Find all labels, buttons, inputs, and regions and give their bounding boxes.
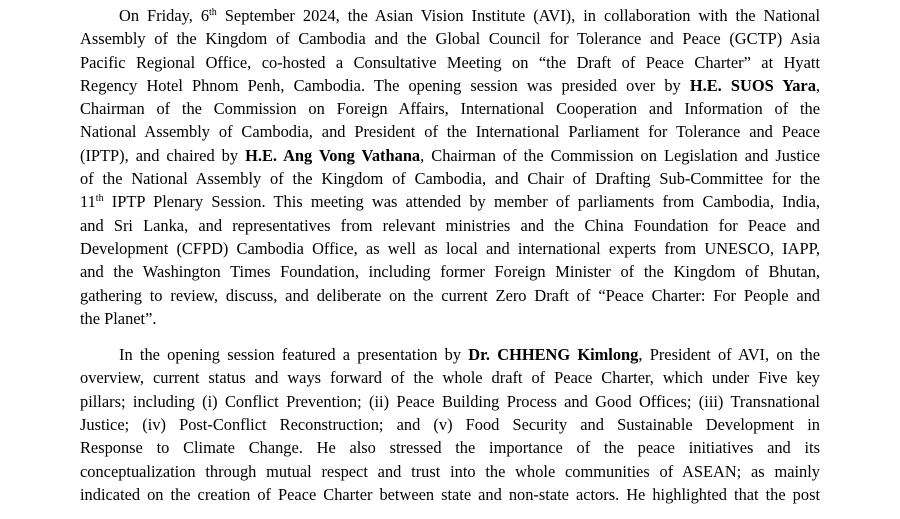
text-segment: (IPTP), and chaired by: [80, 145, 246, 165]
text-segment: September 2024, the Asian Vision Institute (AVI), in collaboration with the National: [216, 6, 820, 25]
text-segment: National Assembly of Cambodia, and President of the International Parliament for Tolerance and Peace: [80, 122, 820, 142]
text-segment: , President of AVI, on the: [638, 345, 820, 365]
document-page: [80, 4, 820, 519]
ordinal-suffix: th: [209, 7, 217, 18]
text-segment: In the opening session featured a presentation by: [119, 345, 469, 365]
text-segment: conceptualization through mutual respect and trust into the whole communities of ASEAN; as mainly: [80, 461, 820, 481]
text-line: [80, 413, 820, 436]
text-line: [80, 167, 820, 190]
text-line: [80, 190, 820, 213]
text-line: [80, 97, 820, 120]
text-segment: Chairman of the Commission on Foreign Affairs, International Cooperation and Information of the: [80, 99, 820, 119]
bold-name: H.E. Ang Vong Vathana: [245, 145, 421, 165]
text-segment: the Planet”.: [80, 308, 157, 328]
text-segment: 11: [80, 192, 96, 212]
paragraph: [80, 343, 820, 506]
text-line: [80, 120, 820, 143]
text-line: [80, 260, 820, 283]
text-segment: and Sri Lanka, and representatives from relevant ministries and the China Foundation for Peace and: [80, 215, 820, 235]
text-line: [80, 284, 820, 307]
text-line: [80, 483, 820, 506]
text-segment: Response to Climate Change. He also stressed the importance of the peace initiatives and its: [80, 438, 820, 458]
text-line: [80, 390, 820, 413]
bold-name: Dr. CHHENG Kimlong: [468, 345, 639, 365]
ordinal-suffix: th: [95, 193, 104, 205]
text-line: [80, 366, 820, 389]
text-segment: Justice; (iv) Post-Conflict Reconstruction; and (v) Food Security and Sustainable Development in: [80, 415, 820, 435]
text-segment: of the National Assembly of the Kingdom of Cambodia, and Chair of Drafting Sub-Committee for the: [80, 169, 820, 189]
text-line: [80, 343, 820, 366]
text-line: [80, 307, 820, 330]
bold-name: H.E. SUOS Yara: [689, 75, 816, 95]
text-segment: Pacific Regional Office, co-hosted a Consultative Meeting on “the Draft of Peace Charter” at Hyatt: [80, 52, 820, 72]
paragraph: [80, 4, 820, 330]
text-line: [80, 144, 820, 167]
text-segment: On Friday, 6: [119, 6, 210, 25]
text-line: [80, 74, 820, 97]
text-segment: overview, current status and ways forward of the whole draft of Peace Charter, which under Five key: [80, 368, 820, 388]
text-segment: Development (CFPD) Cambodia Office, as well as local and international experts from UNESCO, IAPP,: [80, 238, 820, 258]
text-line: [80, 4, 820, 27]
text-segment: and the Washington Times Foundation, including former Foreign Minister of the Kingdom of Bhutan,: [80, 262, 820, 282]
text-line: [80, 460, 820, 483]
text-segment: gathering to review, discuss, and deliberate on the current Zero Draft of “Peace Charter: For People and: [80, 285, 820, 305]
text-line: [80, 237, 820, 260]
text-segment: , Chairman of the Commission on Legislation and Justice: [420, 145, 821, 165]
text-segment: pillars; including (i) Conflict Prevention; (ii) Peace Building Process and Good Offices; (iii) Transnational: [80, 391, 820, 411]
text-segment: Regency Hotel Phnom Penh, Cambodia. The opening session was presided over by: [80, 75, 690, 95]
text-segment: IPTP Plenary Session. This meeting was attended by member of parliaments from Cambodia, India,: [103, 192, 820, 212]
text-line: [80, 27, 820, 50]
text-segment: Assembly of the Kingdom of Cambodia and the Global Council for Tolerance and Peace (GCTP) Asia: [80, 29, 820, 49]
text-segment: ,: [815, 75, 820, 95]
text-line: [80, 436, 820, 459]
text-line: [80, 51, 820, 74]
text-segment: indicated on the creation of Peace Charter between state and non-state actors. He highlighted that the post: [80, 484, 820, 504]
text-line: [80, 214, 820, 237]
